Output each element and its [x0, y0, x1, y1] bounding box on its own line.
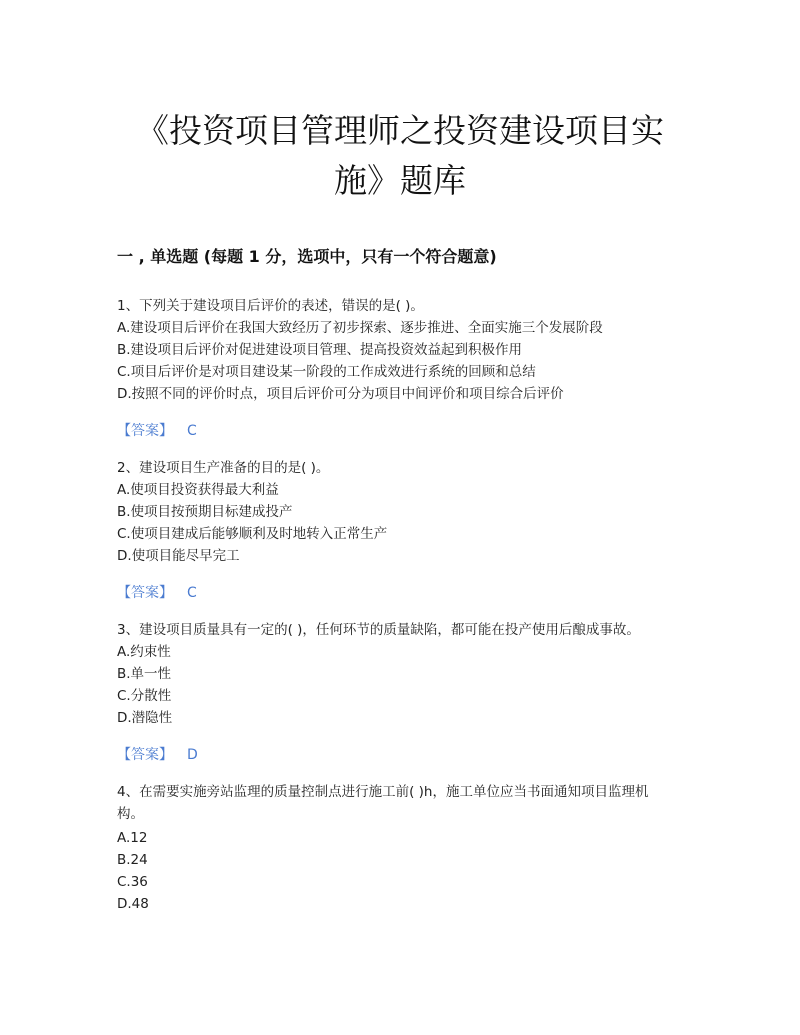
question-3-option-b: B.单一性 — [117, 666, 172, 682]
title-line-2: 施》题库 — [334, 161, 466, 200]
answer-label: 【答案】 — [117, 585, 173, 601]
question-1-option-b: B.建设项目后评价对促进建设项目管理、提高投资效益起到积极作用 — [117, 342, 523, 358]
question-1-option-d: D.按照不同的评价时点，项目后评价可分为项目中间评价和项目综合后评价 — [117, 386, 564, 402]
document-title — [100, 106, 700, 206]
question-4-stem: 4、在需要实施旁站监理的质量控制点进行施工前( )h，施工单位应当书面通知项目监理机 — [117, 784, 649, 800]
question-3-option-a: A.约束性 — [117, 644, 171, 660]
question-3-answer — [117, 745, 198, 765]
question-4-stem-continued: 构。 — [117, 806, 144, 822]
question-2-answer — [117, 583, 197, 603]
question-1-answer — [117, 421, 197, 441]
answer-label: 【答案】 — [117, 423, 173, 439]
question-3-option-d: D.潜隐性 — [117, 710, 173, 726]
question-2-option-a: A.使项目投资获得最大利益 — [117, 482, 279, 498]
question-2-option-d: D.使项目能尽早完工 — [117, 548, 240, 564]
question-2-option-b: B.使项目按预期目标建成投产 — [117, 504, 293, 520]
section-heading: 一 , 单选题 (每题 1 分，选项中，只有一个符合题意) — [117, 247, 497, 266]
answer-value: C — [187, 423, 197, 439]
question-3-option-c: C.分散性 — [117, 688, 172, 704]
question-1-option-a: A.建设项目后评价在我国大致经历了初步探索、逐步推进、全面实施三个发展阶段 — [117, 320, 603, 336]
answer-value: D — [187, 747, 198, 763]
question-2-option-c: C.使项目建成后能够顺利及时地转入正常生产 — [117, 526, 388, 542]
question-4-option-b: B.24 — [117, 852, 148, 868]
question-4-option-d: D.48 — [117, 896, 149, 912]
answer-value: C — [187, 585, 197, 601]
question-1-option-c: C.项目后评价是对项目建设某一阶段的工作成效进行系统的回顾和总结 — [117, 364, 536, 380]
question-4-option-c: C.36 — [117, 874, 148, 890]
title-line-1: 《投资项目管理师之投资建设项目实 — [136, 111, 664, 150]
question-1-stem: 1、下列关于建设项目后评价的表述，错误的是( )。 — [117, 298, 424, 314]
question-3-stem: 3、建设项目质量具有一定的( )，任何环节的质量缺陷，都可能在投产使用后酿成事故。 — [117, 622, 640, 638]
question-4-option-a: A.12 — [117, 830, 148, 846]
answer-label: 【答案】 — [117, 747, 173, 763]
question-2-stem: 2、建设项目生产准备的目的是( )。 — [117, 460, 330, 476]
